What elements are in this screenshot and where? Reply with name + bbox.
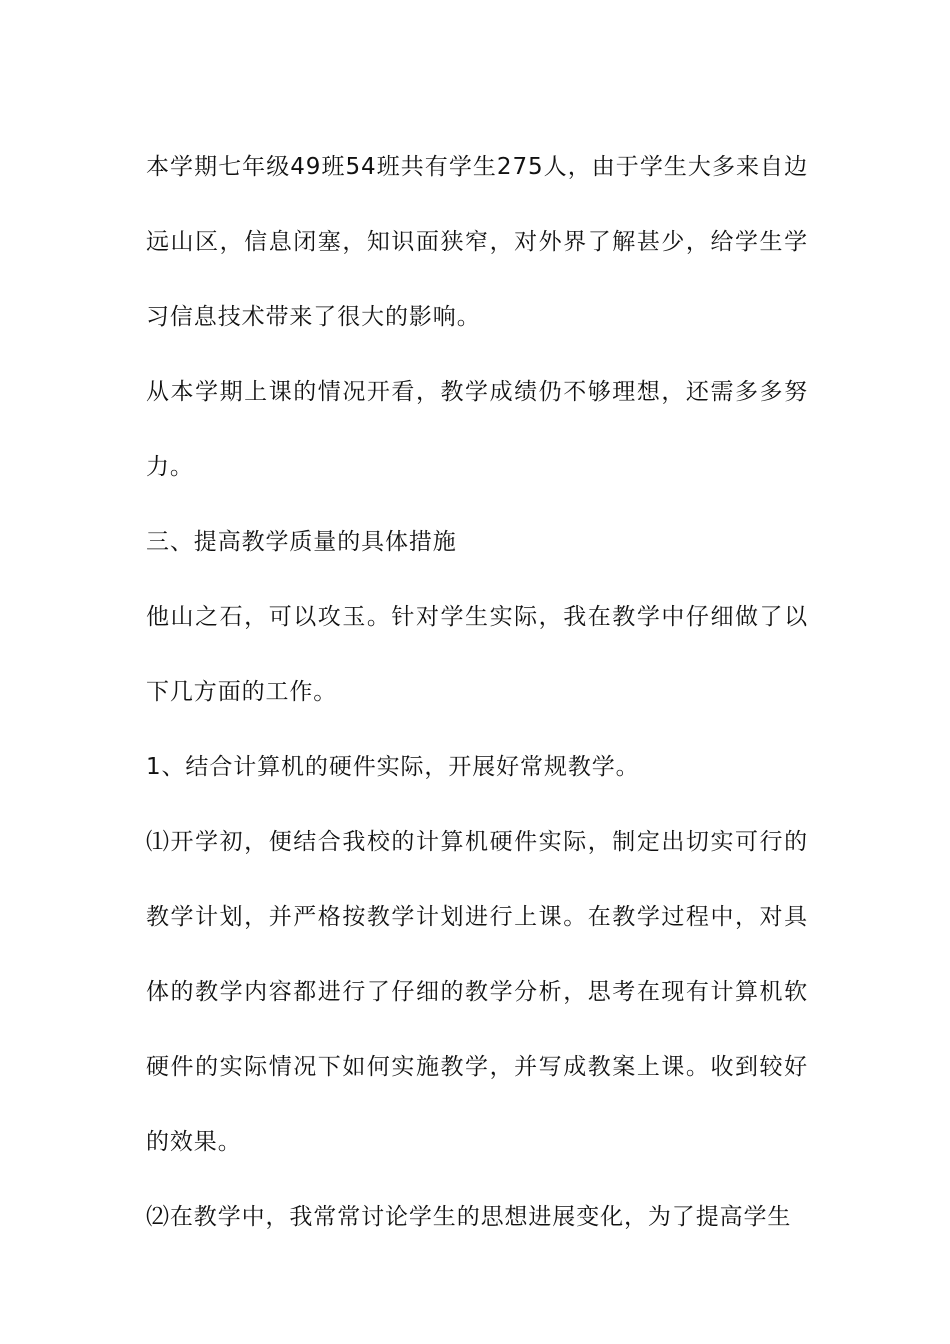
section-heading-measures: 三、提高教学质量的具体措施 <box>146 529 457 555</box>
paragraph-intro-work: 他山之石，可以攻玉。针对学生实际，我在教学中仔细做了以下几方面的工作。 <box>146 604 808 705</box>
list-subitem-2: ⑵在教学中，我常常讨论学生的思想进展变化，为了提高学生 <box>146 1204 792 1230</box>
list-subitem-1: ⑴开学初，便结合我校的计算机硬件实际，制定出切实可行的教学计划，并严格按教学计划进行上课。在教学过程中，对具体的教学内容都进行了仔细的教学分析，思考在现有计算机软硬件的实际情况下如何实施教学，并写成教案上课。收到较好的效果。 <box>146 829 808 1155</box>
paragraph-student-background: 本学期七年级49班54班共有学生275人，由于学生大多来自边远山区，信息闭塞，知识面狭窄，对外界了解甚少，给学生学习信息技术带来了很大的影响。 <box>146 154 808 330</box>
list-item-1-heading: 1、结合计算机的硬件实际，开展好常规教学。 <box>146 754 640 780</box>
paragraph-teaching-results: 从本学期上课的情况开看，教学成绩仍不够理想，还需多多努力。 <box>146 379 808 480</box>
document-body <box>146 130 808 1255</box>
